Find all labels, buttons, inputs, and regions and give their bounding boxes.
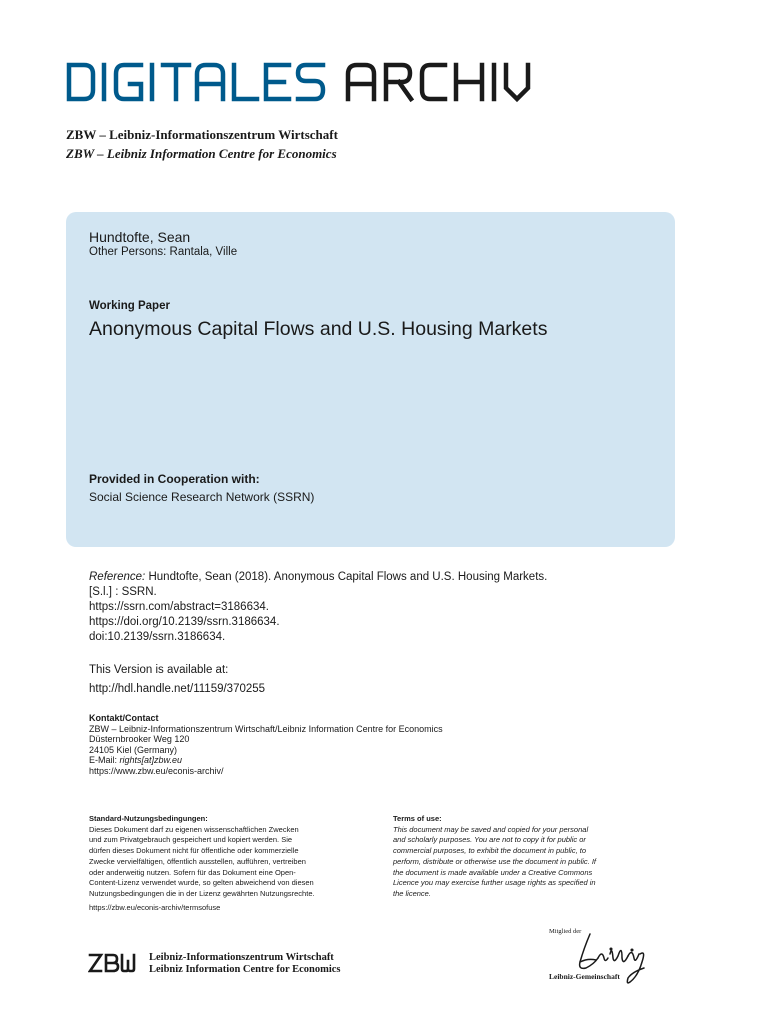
contact-heading: Kontakt/Contact <box>89 713 159 723</box>
contact-email[interactable]: rights[at]zbw.eu <box>119 755 183 766</box>
reference-doi-link[interactable]: https://doi.org/10.2139/ssrn.3186634. <box>89 616 280 628</box>
footer-name-en: Leibniz Information Centre for Economics <box>149 964 341 975</box>
digitales-archiv-logo <box>66 62 536 104</box>
reference-doi: doi:10.2139/ssrn.3186634. <box>89 631 226 643</box>
logo-word-archiv <box>348 65 528 99</box>
terms-de-line: dürfen dieses Dokument nicht für öffentliche oder kommerzielle <box>89 846 299 856</box>
reference-ssrn-link[interactable]: https://ssrn.com/abstract=3186634. <box>89 601 269 613</box>
terms-de-line: Dieses Dokument darf zu eigenen wissenschaftlichen Zwecken <box>89 824 299 834</box>
other-persons: Other Persons: Rantala, Ville <box>89 246 238 258</box>
cooperation-organization: Social Science Research Network (SSRN) <box>89 490 315 504</box>
terms-of-use-link[interactable]: https://zbw.eu/econis-archiv/termsofuse <box>89 902 221 912</box>
zbw-logo <box>88 953 136 973</box>
contact-website-link[interactable]: https://www.zbw.eu/econis-archiv/ <box>89 765 224 776</box>
author-name: Hundtofte, Sean <box>89 229 191 245</box>
member-of-label: Mitglied der <box>549 928 582 935</box>
terms-en-line: Licence you may exercise further usage rights as specified in <box>393 878 596 888</box>
terms-de-line: und zum Privatgebrauch gespeichert und kopiert werden. Sie <box>89 835 293 845</box>
terms-de-line: Nutzungsbedingungen die in der Lizenz gewährten Nutzungsrechte. <box>89 888 315 898</box>
institution-name-de: ZBW – Leibniz-Informationszentrum Wirtschaft <box>66 127 338 142</box>
reference-citation: Hundtofte, Sean (2018). Anonymous Capital Flows and U.S. Housing Markets. <box>148 571 548 583</box>
contact-org: ZBW – Leibniz-Informationszentrum Wirtschaft/Leibniz Information Centre for Economics <box>89 723 443 734</box>
terms-de-heading: Standard-Nutzungsbedingungen: <box>89 814 208 823</box>
terms-en-line: commercial purposes, to exhibit the document in public, to <box>393 846 587 856</box>
document-type: Working Paper <box>89 300 170 312</box>
contact-email-label: E-Mail: <box>89 755 118 766</box>
terms-en-line: the document is made available under a Creative Commons <box>393 867 593 877</box>
document-title: Anonymous Capital Flows and U.S. Housing Markets <box>89 318 548 340</box>
terms-en-line: perform, distribute or otherwise use the document in public. If <box>393 856 597 866</box>
version-handle-link[interactable]: http://hdl.handle.net/11159/370255 <box>89 683 266 695</box>
terms-en-heading: Terms of use: <box>393 814 442 823</box>
terms-en-block <box>393 814 596 900</box>
reference-label: Reference: <box>89 571 146 583</box>
cooperation-heading: Provided in Cooperation with: <box>89 472 260 486</box>
terms-de-line: Content-Lizenz verwendet wurde, so gelten abweichend von diesen <box>89 878 314 888</box>
logo-word-digitales <box>69 65 323 99</box>
terms-en-line: the licence. <box>393 888 431 898</box>
contact-street: Düsternbrooker Weg 120 <box>89 734 190 745</box>
contact-block <box>89 713 443 777</box>
reference-publisher: [S.l.] : SSRN. <box>89 586 157 598</box>
terms-de-line: oder anderweitig nutzen. Sofern für das Dokument eine Open- <box>89 867 296 877</box>
institution-name-en: ZBW – Leibniz Information Centre for Economics <box>66 146 337 161</box>
terms-de-block <box>89 814 315 913</box>
footer-institution <box>149 952 341 976</box>
terms-de-line: Zwecke vervielfältigen, öffentlich ausstellen, aufführen, vertreiben <box>89 856 306 866</box>
terms-en-line: This document may be saved and copied for your personal <box>393 824 589 834</box>
contact-city: 24105 Kiel (Germany) <box>89 744 178 755</box>
terms-en-line: and scholarly purposes. You are not to copy it for public or <box>393 835 586 845</box>
footer-name-de: Leibniz-Informationszentrum Wirtschaft <box>149 952 334 963</box>
leibniz-gemeinschaft-label: Leibniz-Gemeinschaft <box>549 972 620 981</box>
version-label: This Version is available at: <box>89 664 229 676</box>
reference-block <box>89 570 547 645</box>
